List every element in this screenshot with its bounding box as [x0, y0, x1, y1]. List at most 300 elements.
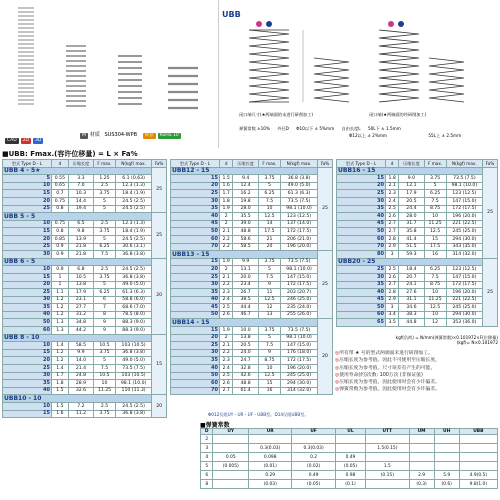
nmax-cell: 123 (12.5)	[446, 266, 483, 274]
rate-cell	[213, 480, 249, 489]
table-row[interactable]	[337, 319, 498, 327]
table-body-2	[171, 167, 333, 395]
solid-length-cell: 11.2	[68, 410, 93, 418]
table-row[interactable]	[171, 342, 333, 350]
length-cell: 35	[171, 357, 220, 365]
table-row[interactable]	[3, 175, 167, 183]
solid-length-cell: 34.8	[68, 319, 93, 327]
table-row[interactable]	[3, 243, 167, 251]
length-cell: 45	[171, 220, 220, 228]
table-row[interactable]	[337, 304, 498, 312]
col-solid-length: 压缩长度	[399, 160, 424, 168]
nmax-cell: 49.0 (5.0)	[281, 182, 318, 190]
rate-cell: 5.9	[434, 471, 459, 480]
table-row[interactable]	[171, 258, 333, 266]
nmax-cell: 294 (30.0)	[446, 235, 483, 243]
table-row[interactable]	[337, 243, 498, 251]
table-row[interactable]	[3, 197, 167, 205]
fmax-cell: 15	[258, 380, 280, 388]
rate-cell: 2.9	[409, 471, 434, 480]
group-header-row	[171, 319, 333, 327]
group-header-row	[171, 167, 333, 175]
table-row[interactable]	[3, 182, 167, 190]
rate-cell: 2	[201, 435, 213, 444]
material-icon: M	[82, 133, 86, 138]
product-photos	[0, 0, 215, 143]
stock-badge: 库存	[144, 133, 154, 138]
fa-value: 20	[152, 395, 167, 418]
solid-length-cell: 9.9	[68, 349, 93, 357]
nmax-cell: 36.8 (3.8)	[281, 175, 318, 183]
fmax-cell: 2.5	[94, 266, 116, 274]
rate-col-header: UTT	[366, 429, 409, 435]
d-cell: 2.5	[220, 304, 233, 312]
col-fa: Fa%	[152, 160, 167, 168]
table-row[interactable]	[3, 372, 167, 380]
length-cell: 50	[171, 372, 220, 380]
solid-length-cell: 14.0	[68, 357, 93, 365]
table-row[interactable]	[171, 357, 333, 365]
col-d: d	[52, 160, 69, 168]
fmax-cell: 10.5	[94, 372, 116, 380]
solid-length-cell: 6.8	[68, 266, 93, 274]
note-item: ◎弹簧常数为参考值。因此使用时会有少许偏差。	[335, 387, 440, 393]
d-cell: 2.7	[386, 228, 399, 236]
spring-photos-svg	[0, 0, 215, 125]
table-row[interactable]	[337, 197, 498, 205]
length-cell: 80	[337, 251, 386, 259]
group-header-row	[3, 258, 167, 266]
solid-length-cell: 35.5	[233, 213, 259, 221]
table-row[interactable]	[3, 380, 167, 388]
material-info	[80, 132, 183, 139]
length-cell: 30	[337, 197, 386, 205]
table-row[interactable]	[171, 387, 333, 395]
table-row[interactable]	[171, 296, 333, 304]
note-item: ◎所有带 ★ 号的型式两端面未进行研削加工。	[335, 351, 433, 356]
rate-cell	[292, 435, 335, 444]
solid-length-cell: 10.0	[233, 327, 259, 335]
solid-length-cell: 24.4	[399, 205, 424, 213]
cad-2d: 2D	[22, 138, 30, 143]
nmax-cell: 196 (20.0)	[446, 213, 483, 221]
table-row[interactable]	[337, 213, 498, 221]
nmax-cell: 294 (30.0)	[446, 311, 483, 319]
nmax-cell: 172 (17.5)	[281, 228, 318, 236]
table-row[interactable]	[337, 281, 498, 289]
solid-length-cell: 20.7	[399, 273, 424, 281]
table-row[interactable]	[3, 410, 167, 418]
table-row[interactable]	[337, 251, 498, 259]
length-cell: 15	[3, 349, 52, 357]
length-cell: 30	[171, 349, 220, 357]
fmax-cell: 7.5	[258, 197, 280, 205]
group-name: UBB10 - 10	[3, 395, 152, 403]
d-cell: 1.3	[52, 319, 69, 327]
fmax-cell: 14	[258, 220, 280, 228]
fa-value: 25	[152, 213, 167, 259]
table-row[interactable]	[3, 289, 167, 297]
length-cell: 60	[171, 235, 220, 243]
solid-length-cell: 9.0	[399, 175, 424, 183]
fa-value: 25	[317, 251, 332, 319]
table-row[interactable]	[337, 228, 498, 236]
nmax-cell: 73.5 (7.5)	[446, 175, 483, 183]
rate-cell: (0.1)	[335, 480, 365, 489]
table-row[interactable]	[337, 296, 498, 304]
d-cell: 1.8	[220, 197, 233, 205]
rate-col-header: UL	[335, 429, 365, 435]
length-cell: 45	[337, 296, 386, 304]
rate-cell	[434, 453, 459, 462]
fa-value: 20	[317, 319, 332, 395]
table-row[interactable]	[3, 403, 167, 411]
table-row[interactable]	[3, 205, 167, 213]
length-cell: 25	[337, 190, 386, 198]
length-cell: 25	[3, 243, 52, 251]
table-header-row	[337, 160, 498, 168]
d-cell: 1	[52, 281, 69, 289]
length-cell: 25	[3, 289, 52, 297]
solid-length-cell: 13.8	[233, 334, 259, 342]
solid-length-cell: 28.0	[233, 205, 259, 213]
nmax-cell: 98.1 (10.0)	[281, 334, 318, 342]
units-note-2: (kgf)= N×0.101972	[456, 340, 498, 345]
table-row[interactable]	[3, 266, 167, 274]
length-cell: 70	[337, 243, 386, 251]
fmax-cell: 6.25	[94, 289, 116, 297]
rate-cell: 4	[201, 453, 213, 462]
table-row[interactable]	[3, 357, 167, 365]
rate-cell	[459, 444, 497, 453]
group-name: UBB13 - 15	[171, 251, 318, 259]
d-cell: 0.75	[52, 197, 69, 205]
table-row[interactable]	[171, 304, 333, 312]
d-cell: 2.8	[386, 289, 399, 297]
length-cell: 30	[171, 281, 220, 289]
table-row[interactable]	[171, 327, 333, 335]
rate-cell: 0.29	[249, 471, 292, 480]
d-cell: 0.8	[52, 205, 69, 213]
table-row[interactable]	[171, 273, 333, 281]
solid-length-cell: 31.7	[399, 220, 424, 228]
rate-cell	[459, 462, 497, 471]
d-cell: 2.9	[386, 243, 399, 251]
cad-badge[interactable]	[5, 126, 45, 145]
d-cell: 0.55	[52, 175, 69, 183]
solid-length-cell: 34.6	[399, 304, 424, 312]
table-row[interactable]	[171, 349, 333, 357]
fmax-cell: 6	[94, 296, 116, 304]
solid-length-cell: 44.2	[68, 327, 93, 335]
nmax-cell: 24.5 (2.5)	[115, 266, 151, 274]
table-row[interactable]	[171, 228, 333, 236]
fmax-cell: 5	[258, 334, 280, 342]
fmax-cell: 5	[94, 205, 116, 213]
table-row[interactable]	[3, 251, 167, 259]
length-cell: 25	[3, 365, 52, 373]
rate-col-header: UM	[409, 429, 434, 435]
fmax-cell: 7.5	[258, 342, 280, 350]
d-cell: 3.4	[386, 311, 399, 319]
table-row[interactable]	[337, 235, 498, 243]
fmax-cell: 12.5	[424, 304, 446, 312]
fmax-cell: 9	[94, 319, 116, 327]
nmax-cell: 12.3 (1.3)	[115, 182, 151, 190]
rate-cell: (0.03)	[249, 480, 292, 489]
rate-row	[201, 435, 498, 444]
nmax-cell: 314 (32.0)	[446, 251, 483, 259]
fmax-cell: 7.5	[94, 365, 116, 373]
table-row[interactable]	[171, 365, 333, 373]
fmax-cell: 10	[424, 311, 446, 319]
d-cell: 1.5	[220, 175, 233, 183]
table-row[interactable]	[3, 349, 167, 357]
table-row[interactable]	[3, 311, 167, 319]
rate-cell: (0.3)	[409, 480, 434, 489]
table-row[interactable]	[171, 213, 333, 221]
d-cell: 2.1	[220, 228, 233, 236]
outer-dia-tol1: Φ10以下 ± 5%mm	[296, 126, 335, 131]
nmax-cell: 24.5 (2.5)	[115, 403, 151, 411]
length-cell: 25	[171, 190, 220, 198]
fmax-cell: 11.25	[94, 387, 116, 395]
table-row[interactable]	[337, 266, 498, 274]
table-row[interactable]	[337, 175, 498, 183]
nmax-cell: 18.4 (1.9)	[115, 190, 151, 198]
length-cell: 50	[171, 228, 220, 236]
table-row[interactable]	[3, 327, 167, 335]
group-header-row	[337, 167, 498, 175]
d-cell: 1.5	[52, 387, 69, 395]
d-cell: 2.5	[386, 205, 399, 213]
units-note-1: kgf(负荷) = N/mm(弹簧常数)×0.101972×F(位移量)	[395, 335, 498, 340]
length-cell: 70	[171, 243, 220, 251]
fmax-cell: 12	[258, 304, 280, 312]
solid-length-cell: 32.8	[233, 365, 259, 373]
d-cell: 2.1	[220, 273, 233, 281]
fmax-cell: 11	[258, 289, 280, 297]
fmax-cell: 11.25	[424, 296, 446, 304]
rate-cell	[459, 453, 497, 462]
material-value: SUS304-WPB	[104, 132, 138, 138]
nmax-cell: 78.5 (8.0)	[115, 311, 151, 319]
d-cell: 2.4	[220, 296, 233, 304]
d-cell: 1.9	[220, 258, 233, 266]
fmax-cell: 6.25	[94, 243, 116, 251]
nmax-cell: 36.8 (3.8)	[115, 349, 151, 357]
length-cell: 20	[3, 235, 52, 243]
group-header-row	[3, 167, 167, 175]
table-row[interactable]	[171, 190, 333, 198]
solid-length-cell: 12.4	[233, 182, 259, 190]
solid-length-cell: 20.5	[233, 342, 259, 350]
table-row[interactable]	[171, 197, 333, 205]
solid-length-cell: 20.5	[399, 197, 424, 205]
table-row[interactable]	[171, 182, 333, 190]
table-row[interactable]	[171, 205, 333, 213]
solid-length-cell: 23.4	[233, 281, 259, 289]
spec-table-1	[2, 159, 167, 418]
solid-length-cell: 17.9	[399, 190, 424, 198]
rate-cell	[213, 435, 249, 444]
d-cell: 2	[220, 334, 233, 342]
solid-length-cell: 28.0	[399, 213, 424, 221]
nmax-cell: 88.3 (9.0)	[115, 319, 151, 327]
length-cell: 35	[337, 205, 386, 213]
col-nmax: N(kgf) max.	[115, 160, 151, 168]
group-header-row	[337, 258, 498, 266]
length-cell: 20	[3, 197, 52, 205]
fmax-cell: 9	[94, 327, 116, 335]
solid-length-cell: 31.1	[399, 296, 424, 304]
table-row[interactable]	[337, 273, 498, 281]
group-name: UBB14 - 15	[171, 319, 318, 327]
solid-length-cell: 42.6	[233, 372, 259, 380]
length-cell: 60	[337, 235, 386, 243]
table-row[interactable]	[337, 220, 498, 228]
table-row[interactable]	[171, 334, 333, 342]
nmax-cell: 235 (24.0)	[281, 304, 318, 312]
table-header-row	[171, 160, 333, 168]
fmax-cell: 3.75	[424, 175, 446, 183]
d-cell: 2.5	[220, 372, 233, 380]
table-row[interactable]	[171, 311, 333, 319]
table-row[interactable]	[3, 190, 167, 198]
table-row[interactable]	[171, 281, 333, 289]
solid-length-cell: 58.5	[68, 342, 93, 350]
nmax-cell: 49.0 (5.0)	[115, 357, 151, 365]
nmax-cell: 196 (20.0)	[281, 243, 318, 251]
spring-rate-text: 弹簧常数 ±10%	[239, 126, 270, 131]
col-type: 型式 Type D - L	[171, 160, 220, 168]
outer-dia-tol2: Φ12以上 ± 2%mm	[349, 133, 387, 138]
fmax-cell: 5	[258, 182, 280, 190]
rate-cell	[213, 471, 249, 480]
rate-cell: 5	[201, 462, 213, 471]
d-cell: 2.3	[386, 190, 399, 198]
nmax-cell: 221 (22.5)	[446, 220, 483, 228]
rate-cell	[434, 462, 459, 471]
table-row[interactable]	[3, 228, 167, 236]
table-row[interactable]	[3, 235, 167, 243]
solid-length-cell: 26.7	[233, 289, 259, 297]
solid-length-cell: 9.4	[233, 175, 259, 183]
d-cell: 2.9	[386, 296, 399, 304]
fmax-cell: 10	[258, 205, 280, 213]
rate-table-body	[201, 435, 498, 489]
nmax-cell: 147 (15.0)	[446, 273, 483, 281]
solid-length-cell: 13.9	[68, 235, 93, 243]
nmax-cell: 24.5 (2.5)	[115, 205, 151, 213]
length-cell: 50	[337, 304, 386, 312]
length-cell: 50	[171, 311, 220, 319]
rate-col-header: UY	[213, 429, 249, 435]
nmax-cell: 245 (25.0)	[281, 372, 318, 380]
rate-row	[201, 471, 498, 480]
nmax-cell: 176 (18.0)	[281, 349, 318, 357]
table-row[interactable]	[171, 175, 333, 183]
fmax-cell: 7.5	[424, 273, 446, 281]
d-cell: 0.85	[52, 235, 69, 243]
length-cell: 25	[171, 342, 220, 350]
nmax-cell: 196 (20.0)	[446, 289, 483, 297]
table-row[interactable]	[3, 387, 167, 395]
d-cell: 2.7	[386, 220, 399, 228]
d-cell: 2.3	[220, 357, 233, 365]
length-cell: 35	[171, 289, 220, 297]
table-row[interactable]	[3, 220, 167, 228]
note-item: ◎压缩长度为参考值，因此使用时会有少许偏差。	[335, 380, 440, 386]
rate-cell	[409, 453, 434, 462]
length-cell: 15	[171, 258, 220, 266]
d-cell: 2.2	[220, 243, 233, 251]
length-cell: 5	[3, 175, 52, 183]
table-row[interactable]	[3, 296, 167, 304]
length-cell: 40	[171, 213, 220, 221]
table-row[interactable]	[3, 342, 167, 350]
d-cell: 2.4	[386, 197, 399, 205]
rate-cell	[366, 453, 409, 462]
notes-list	[335, 350, 499, 394]
d-cell: 1.8	[386, 175, 399, 183]
length-cell: 25	[171, 273, 220, 281]
table-row[interactable]	[3, 281, 167, 289]
table-row[interactable]	[171, 372, 333, 380]
rate-cell: 4.9(0.5)	[459, 471, 497, 480]
table-row[interactable]	[3, 365, 167, 373]
fmax-cell: 10	[424, 289, 446, 297]
solid-length-cell: 21.8	[68, 243, 93, 251]
table-row[interactable]	[337, 289, 498, 297]
table-row[interactable]	[3, 319, 167, 327]
solid-length-cell: 10.3	[68, 190, 93, 198]
group-header-row	[3, 395, 167, 403]
table-row[interactable]	[171, 380, 333, 388]
fmax-cell: 16	[424, 251, 446, 259]
table-row[interactable]	[3, 273, 167, 281]
nmax-cell: 196 (20.0)	[281, 365, 318, 373]
solid-length-cell: 48.8	[233, 228, 259, 236]
table-row[interactable]	[171, 243, 333, 251]
nmax-cell: 24.5 (2.5)	[115, 197, 151, 205]
free-length-tol2: 55L上 ± 2.5mm	[428, 133, 462, 138]
length-cell: 10	[3, 403, 52, 411]
table-row[interactable]	[171, 289, 333, 297]
table-row[interactable]	[337, 190, 498, 198]
group-name: UBB12 - 15	[171, 167, 318, 175]
table-row[interactable]	[337, 311, 498, 319]
fmax-cell: 17.5	[258, 228, 280, 236]
d-cell: 1.6	[220, 182, 233, 190]
solid-length-cell: 21.8	[68, 251, 93, 259]
rate-col-header: UR	[249, 429, 292, 435]
table-row[interactable]	[337, 205, 498, 213]
solid-length-cell: 21.4	[68, 365, 93, 373]
nmax-cell: 61.3 (6.3)	[115, 289, 151, 297]
table-row[interactable]	[171, 235, 333, 243]
table-row[interactable]	[3, 304, 167, 312]
fmax-cell: 8.75	[424, 281, 446, 289]
col-fmax: F max.	[424, 160, 446, 168]
rate-cell	[409, 462, 434, 471]
length-cell: 40	[171, 296, 220, 304]
fmax-cell: 9	[258, 349, 280, 357]
table-row[interactable]	[171, 220, 333, 228]
solid-length-cell: 7.0	[68, 182, 93, 190]
table-row[interactable]	[171, 266, 333, 274]
table-row[interactable]	[337, 182, 498, 190]
